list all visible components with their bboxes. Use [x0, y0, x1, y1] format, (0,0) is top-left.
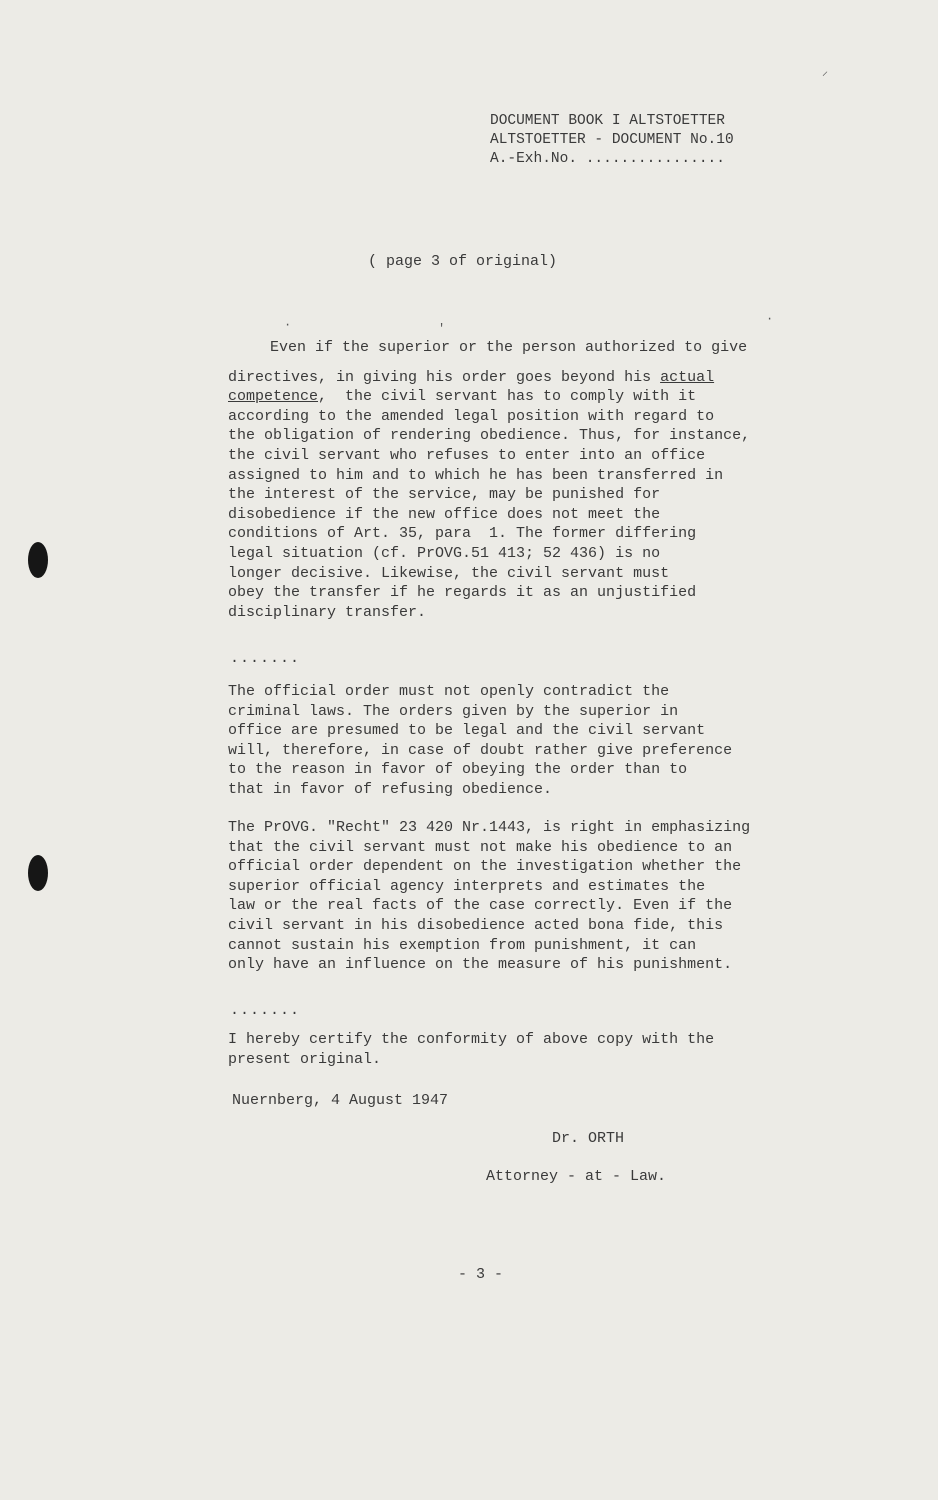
paragraph-line: only have an influence on the measure of his punishment. [228, 956, 733, 974]
paragraph-2 [228, 682, 818, 800]
page-number: - 3 - [458, 1266, 504, 1283]
paragraph-line: cannot sustain his exemption from punishment, it can [228, 936, 697, 954]
paragraph-line [228, 387, 818, 407]
paragraph-line: The PrOVG. "Recht" 23 420 Nr.1443, is right in emphasizing [228, 819, 751, 836]
paragraph-line: official order dependent on the investigation whether the [228, 858, 742, 876]
paragraph-line: will, therefore, in case of doubt rather give preference [228, 741, 733, 759]
paragraph-line: conditions of Art. 35, para 1. The former differing [228, 525, 697, 543]
certification [228, 1030, 818, 1069]
paragraph-3 [228, 818, 818, 975]
header-line: ALTSTOETTER - DOCUMENT No.10 [490, 132, 734, 148]
paragraph-line: the civil servant who refuses to enter into an office [228, 446, 706, 464]
paragraph-line: the interest of the service, may be punished for [228, 486, 661, 504]
paragraph-line [228, 368, 818, 388]
paragraph-line: criminal laws. The orders given by the superior in [228, 702, 679, 720]
paragraph-line: The official order must not openly contradict the [228, 683, 670, 700]
signer-name: Dr. ORTH [552, 1130, 625, 1147]
paragraph-line: that in favor of refusing obedience. [228, 780, 553, 798]
paragraph-line: civil servant in his disobedience acted bona fide, this [228, 916, 724, 934]
paragraph-line: disciplinary transfer. [228, 603, 427, 621]
omission-ellipsis: ....... [230, 650, 301, 667]
paragraph-line: the obligation of rendering obedience. Thus, for instance, [228, 427, 751, 445]
stray-mark: · [766, 312, 774, 326]
paragraph-line: obey the transfer if he regards it as an unjustified [228, 584, 697, 602]
header-line: DOCUMENT BOOK I ALTSTOETTER [490, 113, 725, 129]
paragraph-line: law or the real facts of the case correctly. Even if the [228, 897, 733, 915]
document-header [490, 112, 734, 169]
stray-mark: ' [438, 322, 446, 336]
paragraph-line: according to the amended legal position with regard to [228, 407, 715, 425]
paragraph-line: to the reason in favor of obeying the order than to [228, 761, 688, 779]
text-run: , the civil servant has to comply with it [318, 388, 697, 406]
paragraph-line: disobedience if the new office does not meet the [228, 505, 661, 523]
underlined-text: actual [660, 368, 715, 386]
page-reference: ( page 3 of original) [368, 253, 558, 270]
punch-hole [28, 542, 48, 578]
paragraph-line: assigned to him and to which he has been transferred in [228, 466, 724, 484]
signer-title: Attorney - at - Law. [486, 1168, 667, 1185]
underlined-text: competence [228, 388, 319, 406]
certification-line: present original. [228, 1050, 382, 1068]
paragraph-1 [228, 338, 818, 622]
omission-ellipsis: ....... [230, 1002, 301, 1019]
certification-line: I hereby certify the conformity of above copy with the [228, 1031, 715, 1048]
header-line: A.-Exh.No. ................ [490, 151, 725, 167]
paragraph-line: that the civil servant must not make his obedience to an [228, 838, 733, 856]
paragraph-line: longer decisive. Likewise, the civil servant must [228, 564, 670, 582]
paragraph-line: office are presumed to be legal and the civil servant [228, 722, 706, 740]
stray-mark: · [284, 318, 292, 332]
paragraph-line: Even if the superior or the person authorized to give [270, 339, 748, 356]
punch-hole [28, 855, 48, 891]
stray-mark: ⸝ [822, 65, 829, 79]
paragraph-line: superior official agency interprets and estimates the [228, 877, 706, 895]
paragraph-line: legal situation (cf. PrOVG.51 413; 52 436) is no [228, 544, 661, 562]
text-run: directives, in giving his order goes beyond his [228, 368, 661, 386]
place-date: Nuernberg, 4 August 1947 [232, 1092, 449, 1109]
